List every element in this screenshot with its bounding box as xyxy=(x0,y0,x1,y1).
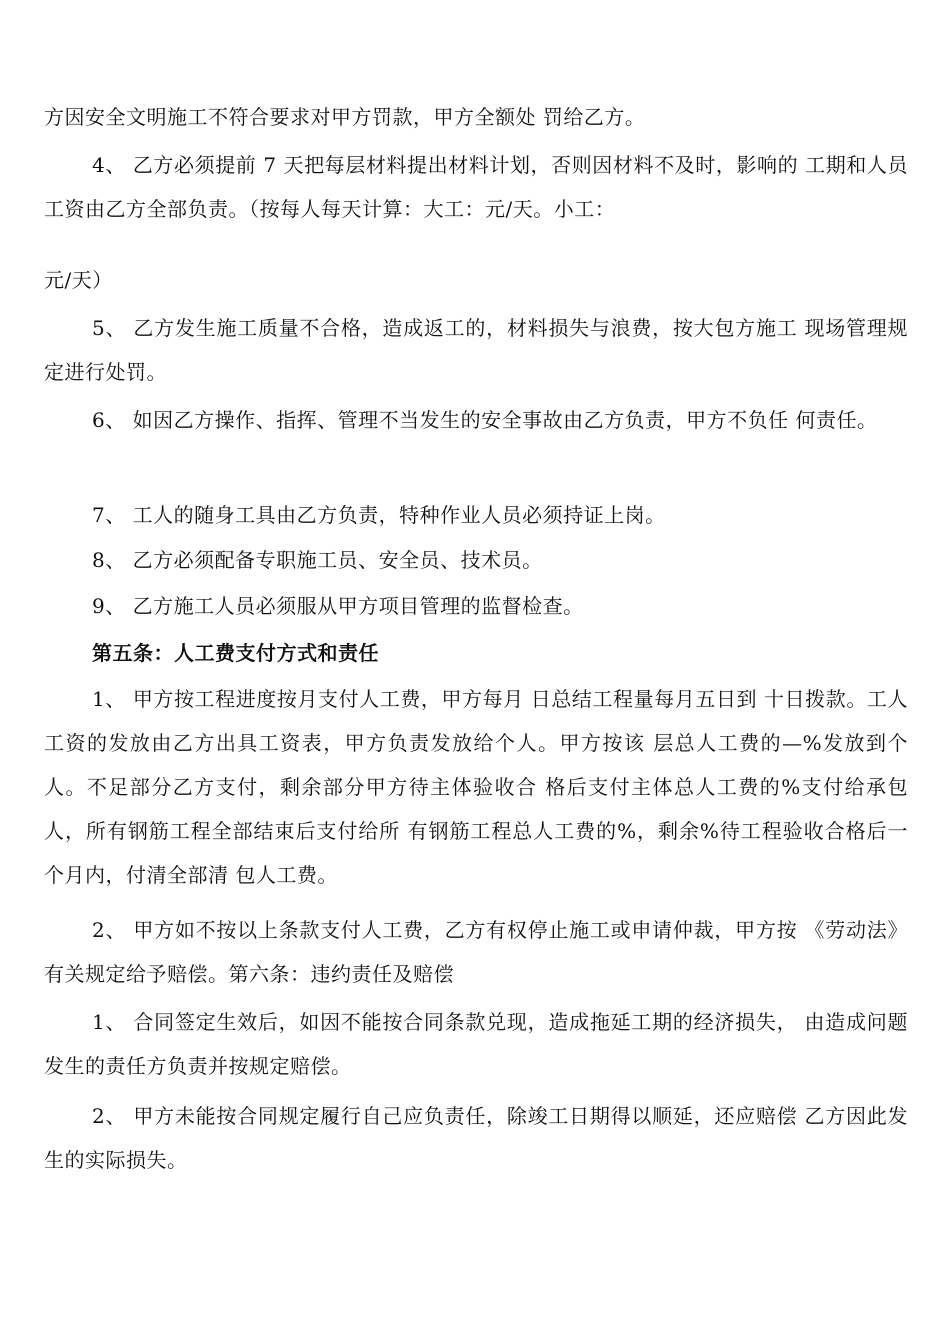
article-6-clause-2: 2、 甲方未能按合同规定履行自己应负责任，除竣工日期得以顺延，还应赔偿 乙方因此发生的实际损失。 xyxy=(44,1104,908,1172)
article-5-clause-1: 1、 甲方按工程进度按月支付人工费，甲方每月 日总结工程量每月五日到 十日拨款。工人工资的发放由乙方出具工资表，甲方负责发放给个人。甲方按该 层总人工费的—%发放到个人。不足部分乙方支付，剩余部分甲方待主体验收合 格后支付主体总人工费的%支付给承包人，所有钢筋工程全部结束后支付给所 有钢筋工程总人工费的%，剩余%待工程验收合格后一个月内，付清全部清 包人工费。 xyxy=(44,687,908,887)
clause-4: 4、 乙方必须提前 7 天把每层材料提出材料计划，否则因材料不及时，影响的 工期和人员工资由乙方全部负责。（按每人每天计算：大工：元/天。小工： xyxy=(44,153,908,221)
clause-7: 7、 工人的随身工具由乙方负责，特种作业人员必须持证上岗。 xyxy=(92,503,666,527)
section-heading-article-5: 第五条：人工费支付方式和责任 xyxy=(92,641,379,665)
clause-5: 5、 乙方发生施工质量不合格，造成返工的，材料损失与浪费，按大包方施工 现场管理规定进行处罚。 xyxy=(44,316,908,384)
article-5-clause-2: 2、 甲方如不按以上条款支付人工费，乙方有权停止施工或申请仲裁，甲方按 《劳动法》有关规定给予赔偿。第六条：违约责任及赔偿 xyxy=(44,918,908,986)
clause-4-continuation: 元/天） xyxy=(44,268,113,292)
clause-9: 9、 乙方施工人员必须服从甲方项目管理的监督检查。 xyxy=(92,594,584,618)
clause-8: 8、 乙方必须配备专职施工员、安全员、技术员。 xyxy=(92,548,543,572)
paragraph-continuation: 方因安全文明施工不符合要求对甲方罚款，甲方全额处 罚给乙方。 xyxy=(44,105,646,129)
clause-6: 6、 如因乙方操作、指挥、管理不当发生的安全事故由乙方负责，甲方不负任 何责任。 xyxy=(92,408,878,432)
article-6-clause-1: 1、 合同签定生效后，如因不能按合同条款兑现，造成拖延工期的经济损失， 由造成问题发生的责任方负责并按规定赔偿。 xyxy=(44,1010,908,1078)
